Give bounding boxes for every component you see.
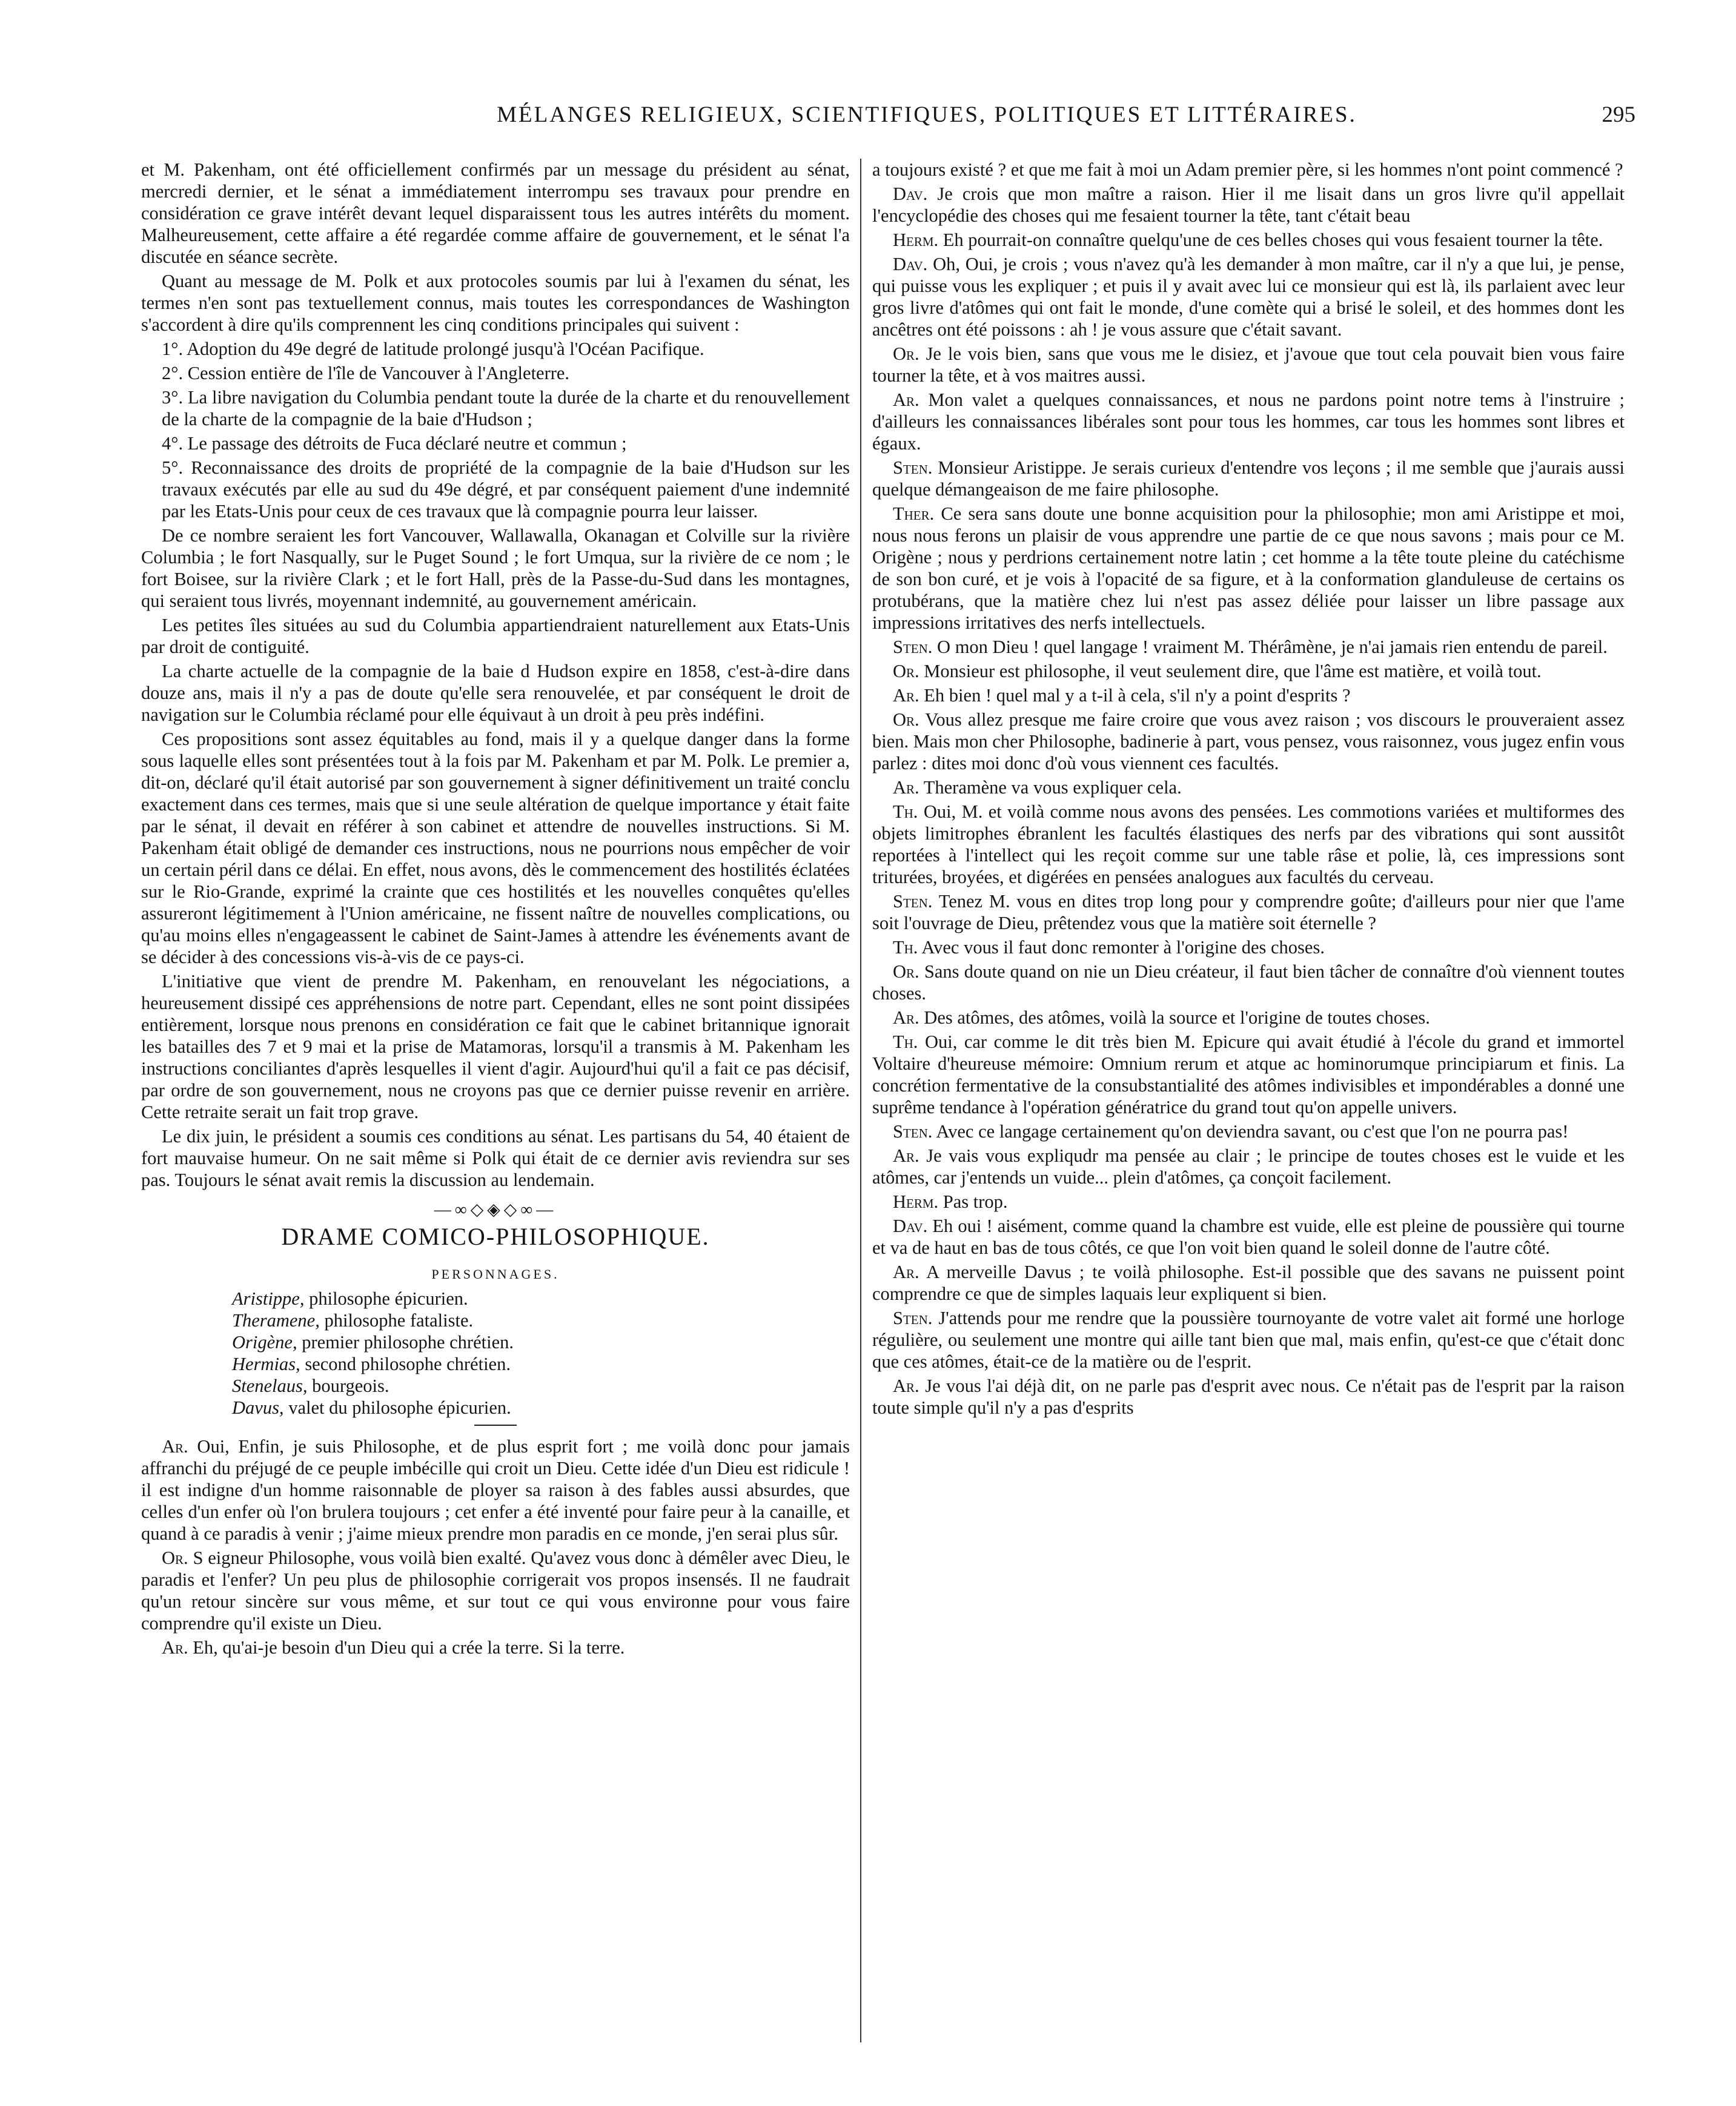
speaker: Ar. — [893, 1145, 919, 1166]
cast-role: premier philosophe chrétien. — [302, 1332, 514, 1353]
news-paragraph: L'initiative que vient de prendre M. Pakenham, en renouvelant les négociations, a heureusement dissipé ces appréhensions de notre part. Cependant, elles ne sont point dissipées entièrement, lorsque nous prenons en considération ce fait que le cabinet britannique ignorait les batailles des 7 et 9 mai et la prise de Matamoras, lorsqu'il a transmis à M. Pakenham les instructions conciliantes d'après lesquelles il vient d'agir. Aujourd'hui qu'il a fait ce pas décisif, par ordre de son gouvernement, nous ne croyons pas que ce dernier puisse revenir en arrière. Cette retraite serait un fait trop grave. — [141, 971, 850, 1122]
dialogue-line — [141, 1547, 850, 1634]
news-paragraph: La charte actuelle de la compagnie de la baie d Hudson expire en 1858, c'est-à-dire dans douze ans, mais il n'y a pas de doute qu'elle sera renouvelée, et par conséquent le droit de navigation sur le Columbia réclamé pour elle équivaut à un droit à peu près indéfini. — [141, 661, 850, 725]
dialogue-text: Je le vois bien, sans que vous me le disiez, et j'avoue que tout cela pouvait bien vous faire tourner la tête, et à vos maitres aussi. — [872, 343, 1625, 386]
speaker: Or. — [893, 661, 919, 681]
cast-role: philosophe épicurien. — [309, 1288, 468, 1309]
dialogue-text: Je vous l'ai déjà dit, on ne parle pas d'esprit avec nous. Ce n'était pas de l'esprit par la raison toute simple qu'il n'y a pas d'esprits — [872, 1376, 1625, 1418]
drama-title: DRAME COMICO-PHILOSOPHIQUE. — [281, 1223, 710, 1250]
condition-item: 3°. La libre navigation du Columbia pendant toute la durée de la charte et du renouvellement de la charte de la compagnie de la baie d'Hudson ; — [162, 387, 850, 429]
dialogue-line — [872, 229, 1625, 251]
dialogue-line — [872, 1307, 1625, 1373]
dialogue-text: Oh, Oui, je crois ; vous n'avez qu'à les demander à mon maître, car il n'y a que lui, je pense, qui puisse vous les expliquer ; et puis il y avait avec lui ce monsieur qui est là, ils parlaient avec leur gros livre d'atômes qui ont fait le monde, d'une comète qui a brisé le soleil, et des hommes dont les ancêtres ont été poissons : ah ! je vous assure que c'était savant. — [872, 254, 1625, 340]
speaker: Or. — [162, 1548, 188, 1568]
dialogue-line — [872, 709, 1625, 774]
dialogue-text: Monsieur Aristippe. Je serais curieux d'entendre vos leçons ; il me semble que j'aurais aussi quelque démangeaison de me faire philosophe. — [872, 457, 1625, 500]
news-paragraph: Le dix juin, le président a soumis ces conditions au sénat. Les partisans du 54, 40 étaient de fort mauvaise humeur. On ne sait même si Polk qui était de ce dernier avis reviendra sur ses pas. Toujours le sénat avait remis la discussion au lendemain. — [141, 1126, 850, 1190]
dialogue-text: a toujours existé ? et que me fait à moi un Adam premier père, si les hommes n'ont point commencé ? — [872, 159, 1623, 180]
speaker: Herm. — [893, 1191, 939, 1212]
speaker: Or. — [893, 343, 919, 364]
speaker: Sten. — [893, 637, 933, 657]
speaker: Or. — [893, 709, 919, 730]
dialogue-text: Monsieur est philosophe, il veut seulement dire, que l'âme est matière, et voilà tout. — [924, 661, 1542, 681]
dialogue-line — [872, 457, 1625, 500]
dialogue-line — [872, 1191, 1625, 1213]
speaker: Or. — [893, 961, 919, 982]
condition-item: 2°. Cession entière de l'île de Vancouver à l'Angleterre. — [162, 363, 570, 383]
dialogue-line — [872, 777, 1625, 798]
speaker: Dav. — [893, 1216, 928, 1236]
column-divider — [860, 159, 861, 2042]
dialogue-line — [872, 1121, 1625, 1142]
dialogue-line — [872, 1145, 1625, 1188]
condition-item: 4°. Le passage des détroits de Fuca déclaré neutre et commun ; — [162, 433, 627, 454]
news-paragraph: De ce nombre seraient les fort Vancouver, Wallawalla, Okanagan et Colville sur la rivière Columbia ; le fort Nasqually, sur le Puget Sound ; le fort Umqua, sur la rivière de ce nom ; le fort Boisee, sur la rivière Clark ; et le fort Hall, près de la Passe-du-Sud dans les montagnes, qui seraient tous livrés, moyennant indemnité, au gouvernement américain. — [141, 525, 850, 611]
condition-item: 1°. Adoption du 49e degré de latitude prolongé jusqu'à l'Océan Pacifique. — [162, 339, 704, 359]
dialogue-text: Oui, car comme le dit très bien M. Epicure qui avait étudié à l'école du grand et immortel Voltaire d'heureuse mémoire: Omnium rerum et atque ac hominorumque principiarum et finis. La concrétion fermentative de la consubstantialité des atômes indivisibles et impondérables a donné une suprême tendance à l'opération génératrice du grand tout qu'on appelle univers. — [872, 1031, 1625, 1118]
cast-role: valet du philosophe épicurien. — [288, 1397, 511, 1418]
dialogue-text: S eigneur Philosophe, vous voilà bien exalté. Qu'avez vous donc à démêler avec Dieu, le paradis et l'enfer? Un peu plus de philosophie corrigerait vos propos insensés. Il ne faudrait qu'un retour sincère sur vous même, et sur tout ce qui vous environne pour vous faire comprendre qu'il existe un Dieu. — [141, 1548, 850, 1634]
dialogue-text: O mon Dieu ! quel langage ! vraiment M. Thérâmène, je n'ai jamais rien entendu de pareil. — [937, 637, 1608, 657]
cast-entry — [232, 1310, 850, 1331]
speaker: Th. — [893, 1031, 918, 1052]
cast-name: Theramene, — [232, 1310, 320, 1331]
dialogue-text: Eh oui ! aisément, comme quand la chambre est vuide, elle est pleine de poussière qui tourne et va de haut en bas de tous côtés, ce que l'on voit bien quand le soleil donne de l'autre côté. — [872, 1216, 1625, 1258]
dialogue-text: Theramène va vous expliquer cela. — [923, 777, 1182, 798]
ornament-divider: —∞◇◈◇∞— — [434, 1200, 557, 1219]
cast-entry — [232, 1375, 850, 1397]
dialogue-text: Vous allez presque me faire croire que vous avez raison ; vos discours le prouveraient assez bien. Mais mon cher Philosophe, badinerie à part, vous pensez, vous raisonnez, vous jugez enfin vous parlez : dites moi donc d'où vous viennent ces facultés. — [872, 709, 1625, 773]
personnages-heading: PERSONNAGES. — [431, 1267, 560, 1282]
dialogue-line — [872, 253, 1625, 340]
cast-role: bourgeois. — [312, 1376, 389, 1396]
speaker: Ar. — [893, 1007, 919, 1028]
dialogue-line — [872, 961, 1625, 1004]
cast-entry — [232, 1288, 850, 1310]
dialogue-line — [872, 660, 1625, 682]
dialogue-line — [872, 183, 1625, 227]
speaker: Ar. — [162, 1436, 188, 1457]
dialogue-text: Oui, Enfin, je suis Philosophe, et de plus esprit fort ; me voilà donc pour jamais affranchi du préjugé de ce peuple imbécille qui croit un Dieu. Cette idée d'un Dieu est ridicule ! il est indigne d'un homme raisonnable de ployer sa raison à des fables aussi absurdes, que celles d'un enfer où l'on brulera toujours ; cet enfer a été inventé pour faire peur à la canaille, et quand à ce paradis à venir ; j'aime mieux prendre mon paradis en ce monde, j'en serai plus sûr. — [141, 1436, 850, 1544]
speaker: Th. — [893, 937, 918, 958]
cast-role: second philosophe chrétien. — [305, 1354, 511, 1374]
page-number: 295 — [1602, 102, 1635, 127]
dialogue-line — [872, 1215, 1625, 1259]
dialogue-text: Avec vous il faut donc remonter à l'origine des choses. — [921, 937, 1325, 958]
dialogue-text: Sans doute quand on nie un Dieu créateur, il faut bien tâcher de connaître d'où viennent toutes choses. — [872, 961, 1625, 1004]
dialogue-text: Pas trop. — [943, 1191, 1008, 1212]
speaker: Ar. — [893, 1262, 919, 1282]
dialogue-text: Eh bien ! quel mal y a t-il à cela, s'il n'y a point d'esprits ? — [924, 685, 1351, 706]
speaker: Herm. — [893, 230, 939, 250]
cast-name: Aristippe, — [232, 1288, 305, 1309]
dialogue-line — [872, 503, 1625, 634]
dialogue-line — [141, 1435, 850, 1545]
speaker: Dav. — [893, 184, 928, 204]
speaker: Sten. — [893, 457, 933, 478]
cast-entry — [232, 1397, 850, 1419]
dialogue-line — [872, 1261, 1625, 1305]
dialogue-line — [872, 1031, 1625, 1118]
dialogue-text: Oui, M. et voilà comme nous avons des pensées. Les commotions variées et multiformes des objets limitrophes ébranlent les facultés élastiques des nerfs par des vibrations qui sont aussitôt reportées à l'intellect qui les reçoit comme sur une table râse et polie, là, ces impressions sont triturées, broyées, et digérées en pensées analogues aux facultés du cerveau. — [872, 801, 1625, 887]
news-paragraph: Quant au message de M. Polk et aux protocoles soumis par lui à l'examen du sénat, les termes n'en sont pas textuellement connus, mais toutes les correspondances de Washington s'accordent à dire qu'ils comprennent les cinq conditions principales qui suivent : — [141, 271, 850, 335]
dialogue-line — [872, 636, 1625, 658]
cast-name: Davus, — [232, 1397, 284, 1418]
section-rule — [474, 1425, 517, 1426]
cast-name: Origène, — [232, 1332, 297, 1353]
news-paragraph: Les petites îles situées au sud du Columbia appartiendraient naturellement aux Etats-Unis par droit de contiguité. — [141, 615, 850, 657]
cast-role: philosophe fataliste. — [324, 1310, 474, 1331]
condition-item: 5°. Reconnaissance des droits de propriété de la compagnie de la baie d'Hudson sur les travaux exécutés par elle au sud du 49e dégré, et par conséquent paiement d'une indemnité par les Etats-Unis pour ceux de ces travaux que là compagnie pourra leur laisser. — [162, 457, 850, 522]
speaker: Sten. — [893, 1121, 933, 1142]
dialogue-text: Mon valet a quelques connaissances, et nous ne pardons point notre tems à l'instruire ; d'ailleurs les connaissances libérales sont pour tous les hommes, car tous les hommes sont libres et égaux. — [872, 389, 1625, 454]
speaker: Sten. — [893, 891, 933, 912]
dialogue-line — [872, 159, 1625, 180]
dialogue-text: Je vais vous expliqudr ma pensée au clair ; le principe de toutes choses est le vuide et les atômes, car j'entends un vuide... plein d'atômes, ça conçoit facilement. — [872, 1145, 1625, 1188]
right-column — [872, 159, 1625, 2048]
cast-list — [232, 1288, 850, 1419]
cast-entry — [232, 1353, 850, 1375]
dialogue-text: Eh pourrait-on connaître quelqu'une de ces belles choses qui vous fesaient tourner la tête. — [943, 230, 1603, 250]
dialogue-line — [872, 801, 1625, 888]
dialogue-line — [872, 890, 1625, 934]
dialogue-line — [872, 936, 1625, 958]
speaker: Ar. — [893, 685, 919, 706]
speaker: Sten. — [893, 1308, 933, 1328]
speaker: Ther. — [893, 503, 935, 524]
dialogue-line — [872, 1007, 1625, 1028]
news-paragraph: et M. Pakenham, ont été officiellement confirmés par un message du président au sénat, mercredi dernier, et le sénat a immédiatement interrompu ses travaux pour prendre en considération ce grave intérêt devant lequel disparaissent tous les autres intérêts du moment. Malheureusement, cette affaire a été regardée comme affaire de gouvernement, et le sénat l'a discutée en séance secrète. — [141, 159, 850, 267]
dialogue-text: J'attends pour me rendre que la poussière tournoyante de votre valet ait formé une horloge régulière, ou seulement une montre qui aille tant bien que mal, mais enfin, qu'est-ce que c'était donc que ces atômes, était-ce de la matière ou de l'esprit. — [872, 1308, 1625, 1372]
speaker: Ar. — [162, 1637, 188, 1658]
dialogue-text: Ce sera sans doute une bonne acquisition pour la philosophie; mon ami Aristippe et moi, nous nous ferons un plaisir de vous apprendre une partie de ce que nous savons ; mais pour ce M. Origène ; nous y perdrions certainement notre latin ; cet homme a la tête toute pleine du catéchisme de son bon curé, et je vois à l'opacité de sa figure, et à la conformation glanduleuse de certains os protubérans, que la matière chez lui n'est pas assez déliée pour laisser un libre passage aux impressions irritatives des nerfs intellectuels. — [872, 503, 1625, 633]
running-header — [139, 102, 1635, 138]
dialogue-line — [141, 1637, 850, 1658]
speaker: Ar. — [893, 777, 919, 798]
dialogue-text: Avec ce langage certainement qu'on deviendra savant, ou c'est que l'on ne pourra pas! — [936, 1121, 1569, 1142]
dialogue-text: Je crois que mon maître a raison. Hier il me lisait dans un gros livre qu'il appellait l'encyclopédie des choses qui me fesaient tourner la tête, tant c'était beau — [872, 184, 1625, 226]
cast-name: Stenelaus, — [232, 1376, 308, 1396]
speaker: Ar. — [893, 389, 919, 410]
dialogue-line — [872, 1375, 1625, 1419]
news-paragraph: Ces propositions sont assez équitables au fond, mais il y a quelque danger dans la forme sous laquelle elles sont présentées tout à la fois par M. Pakenham et par M. Polk. Le premier a, dit-on, déclaré qu'il était autorisé par son gouvernement à signer définitivement un traité conclu exactement dans ces termes, mais que si une seule altération de quelque importance y était faite par le sénat, il devait en référer à son cabinet et attendre de nouvelles instructions. Si M. Pakenham était obligé de demander ces instructions, nous ne pourrions nous empêcher de voir un certain péril dans ce délai. En effet, nous avons, dès le commencement des hostilités éclatées sur le Rio-Grande, exprimé la crainte que ces hostilités et les nouvelles conquêtes qu'elles assureront légitimement à l'Union américaine, ne fissent naître de nouvelles complications, ou qu'au moins elles n'engageassent le cabinet de Saint-James à attendre les événements avant de se décider à des concessions vis-à-vis de ce pays-ci. — [141, 729, 850, 967]
dialogue-line — [872, 343, 1625, 386]
dialogue-line — [872, 684, 1625, 706]
speaker: Th. — [893, 801, 918, 822]
cast-entry — [232, 1331, 850, 1353]
dialogue-text: Des atômes, des atômes, voilà la source et l'origine de toutes choses. — [924, 1007, 1430, 1028]
running-title: MÉLANGES RELIGIEUX, SCIENTIFIQUES, POLITIQUES ET LITTÉRAIRES. — [497, 102, 1357, 127]
cast-name: Hermias, — [232, 1354, 300, 1374]
dialogue-text: A merveille Davus ; te voilà philosophe. Est-il possible que des savans ne puissent point comprendre ce que de simples laquais leur expliquent si bien. — [872, 1262, 1625, 1304]
speaker: Dav. — [893, 254, 928, 274]
dialogue-line — [872, 389, 1625, 454]
dialogue-text: Eh, qu'ai-je besoin d'un Dieu qui a crée la terre. Si la terre. — [193, 1637, 625, 1658]
dialogue-text: Tenez M. vous en dites trop long pour y comprendre goûte; d'ailleurs pour nier que l'ame soit l'ouvrage de Dieu, prêtendez vous que la matière soit éternelle ? — [872, 891, 1625, 933]
speaker: Ar. — [893, 1376, 919, 1396]
left-column — [141, 159, 850, 2048]
